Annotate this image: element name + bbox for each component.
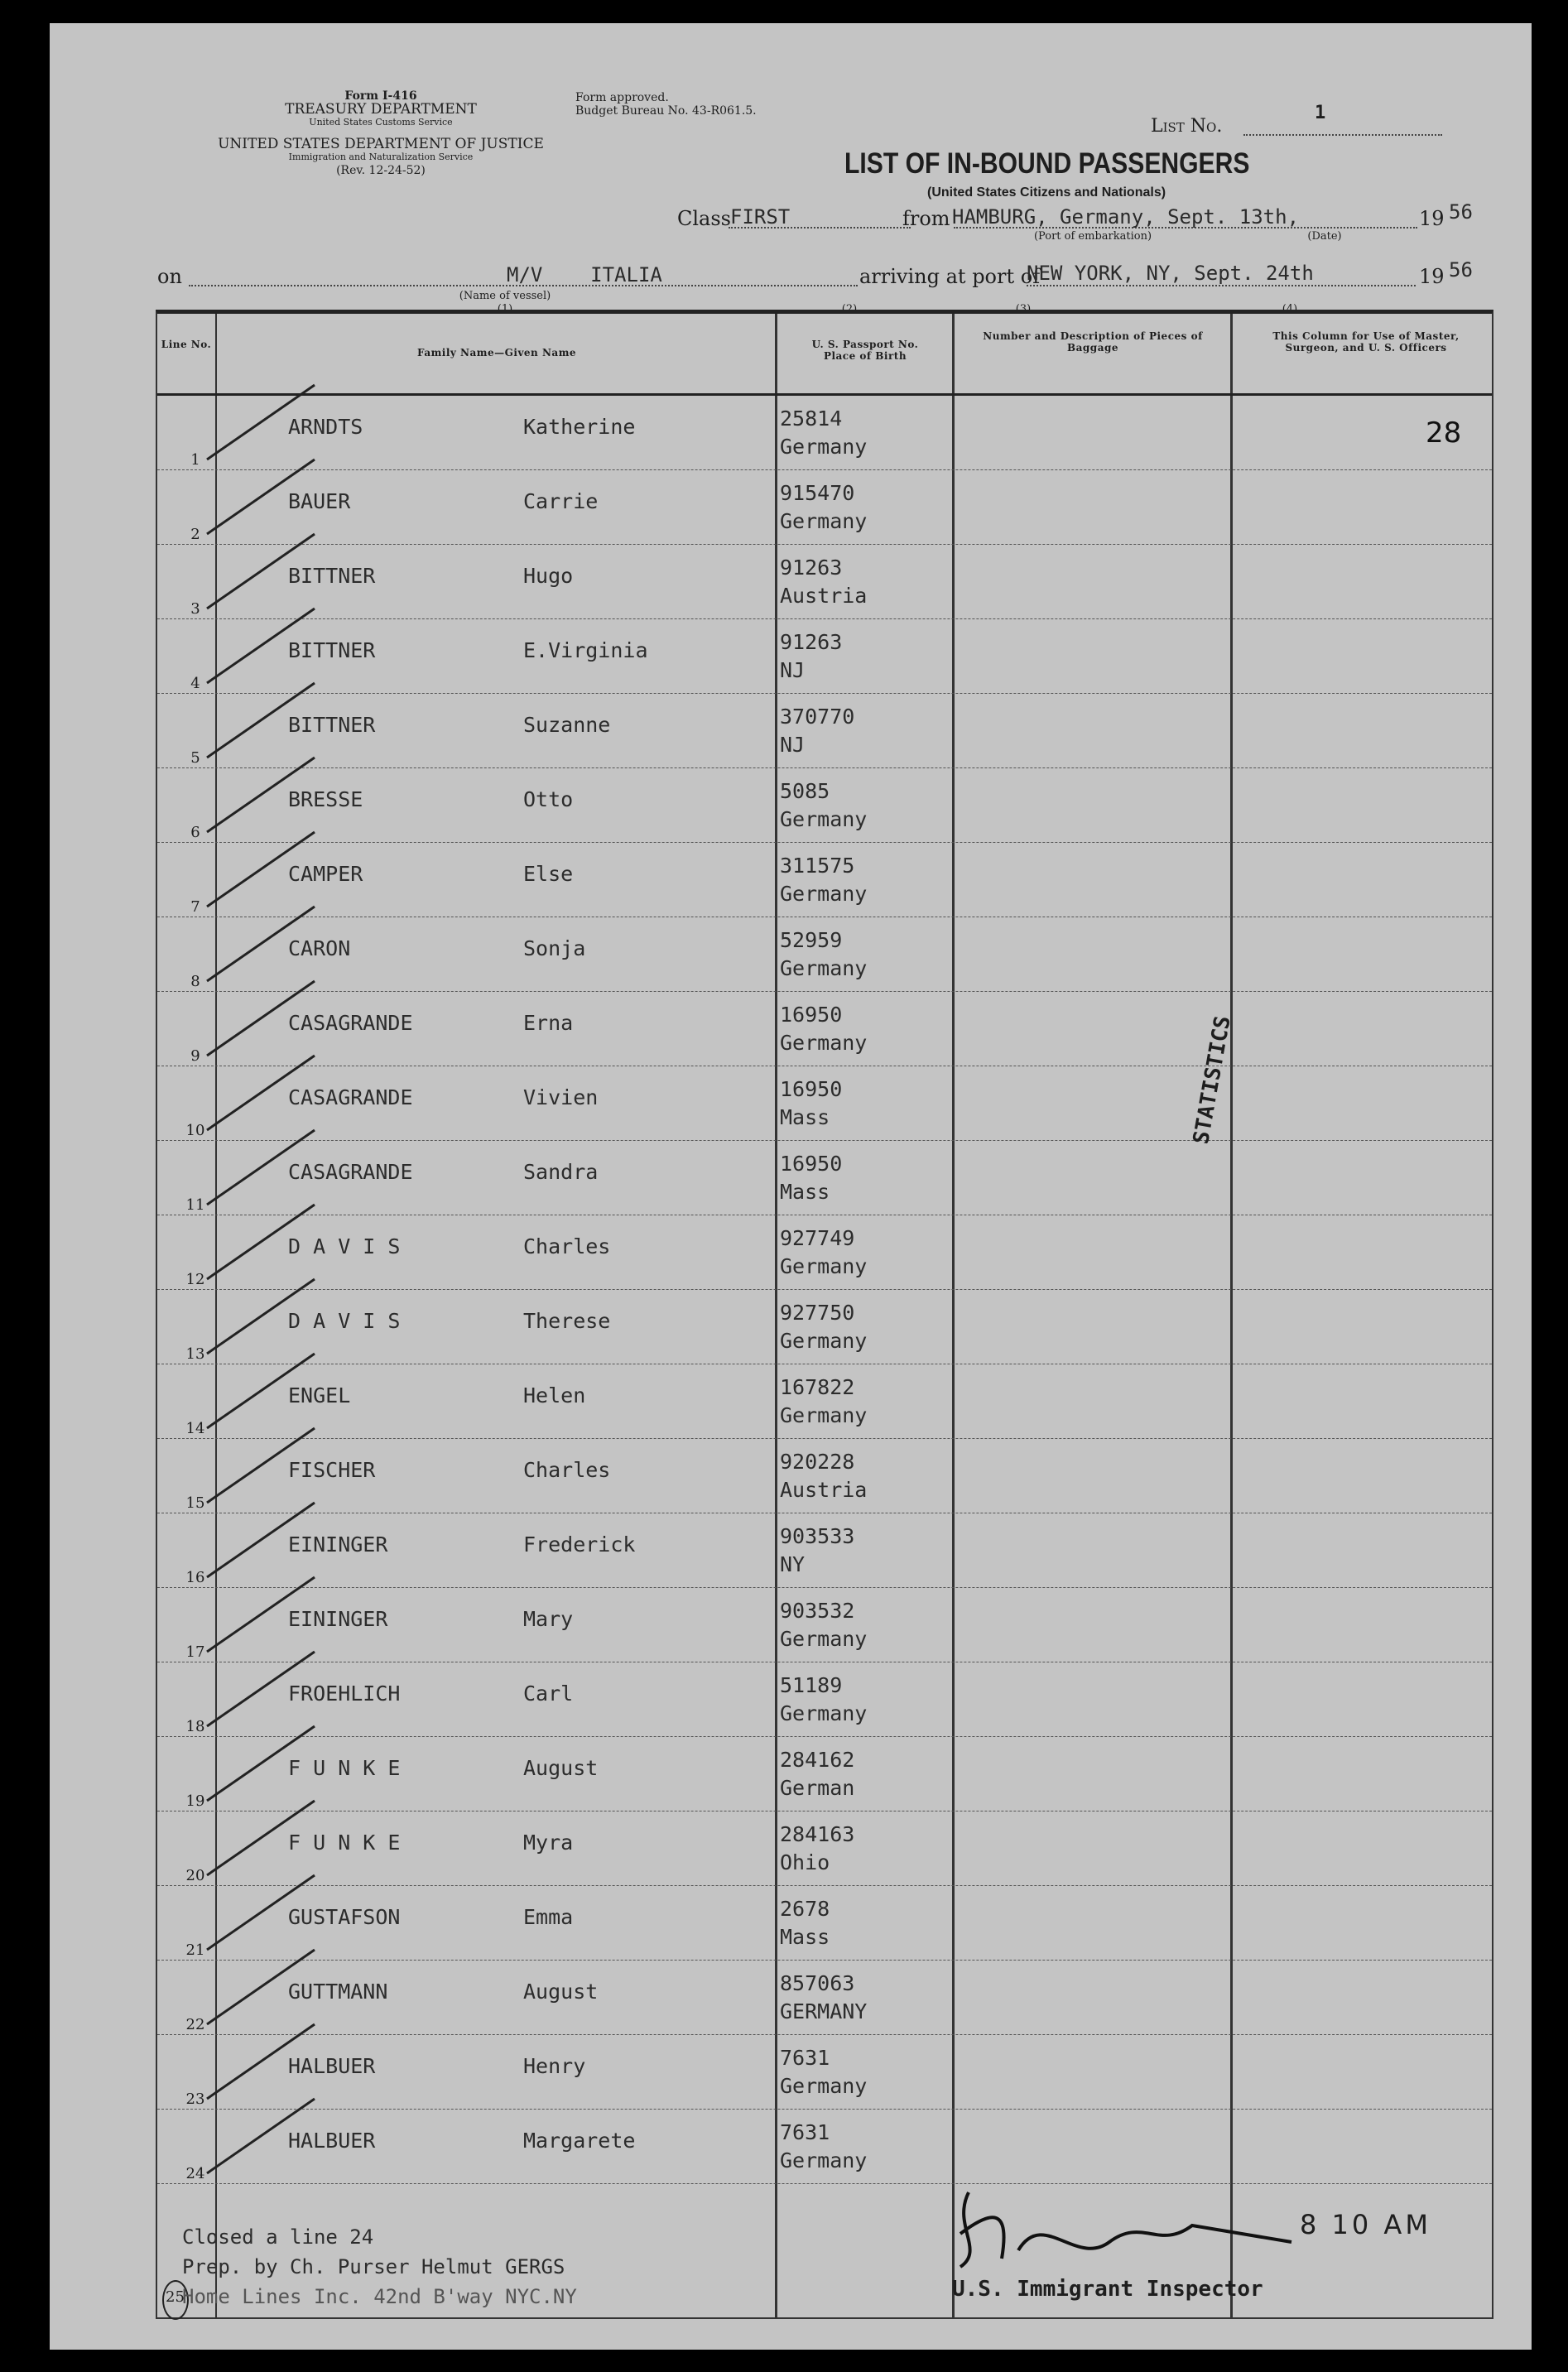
family-name: D A V I S xyxy=(288,1234,401,1258)
line-number: 13 xyxy=(185,1345,205,1363)
line-number: 20 xyxy=(185,1867,205,1884)
place-of-birth: NJ xyxy=(780,658,806,682)
given-name: Henry xyxy=(523,2054,586,2078)
caption-2: (2) xyxy=(841,303,858,315)
given-name: Carrie xyxy=(523,489,599,513)
passenger-table xyxy=(156,310,1493,2319)
approved-label: Form approved. xyxy=(575,91,669,104)
table-row xyxy=(157,618,1492,694)
passport-number: 52959 xyxy=(780,928,843,952)
line-number: 1 xyxy=(190,451,200,469)
table-row xyxy=(157,842,1492,917)
place-of-birth: Mass xyxy=(780,1180,830,1204)
passport-number: 284163 xyxy=(780,1822,855,1846)
given-name: Suzanne xyxy=(523,713,611,737)
list-no-value: 1 xyxy=(1315,103,1326,123)
place-of-birth: Austria xyxy=(780,1478,868,1502)
line-number: 22 xyxy=(185,2016,205,2033)
given-name: Charles xyxy=(523,1458,611,1482)
place-of-birth: Ohio xyxy=(780,1850,830,1874)
place-of-birth: Mass xyxy=(780,1925,830,1949)
passport-cell xyxy=(780,1523,854,1579)
list-number xyxy=(1151,103,1326,137)
table-row xyxy=(157,767,1492,843)
line-number: 21 xyxy=(185,1941,205,1959)
given-name: Myra xyxy=(523,1831,574,1855)
line-number: 15 xyxy=(185,1494,205,1512)
family-name: F U N K E xyxy=(288,1831,401,1855)
table-row xyxy=(157,1289,1492,1364)
table-row xyxy=(157,1513,1492,1588)
line-number: 10 xyxy=(185,1122,205,1139)
given-name: Katherine xyxy=(523,415,636,439)
place-of-birth: NY xyxy=(780,1552,806,1576)
table-row xyxy=(157,1811,1492,1886)
form-header-block xyxy=(166,89,596,177)
passport-number: 5085 xyxy=(780,779,830,803)
passport-number: 920228 xyxy=(780,1450,855,1474)
class-value: FIRST xyxy=(730,205,791,229)
form-number: Form I-416 xyxy=(344,89,417,103)
line-number: 9 xyxy=(190,1047,200,1065)
vessel-name: M/V ITALIA xyxy=(507,263,662,286)
list-no-label: List No. xyxy=(1151,116,1223,137)
passport-cell xyxy=(780,1597,867,1653)
year-2: 56 xyxy=(1449,258,1473,281)
table-row xyxy=(157,1364,1492,1439)
col-head-line-no: Line No. xyxy=(161,339,212,350)
table-row xyxy=(157,991,1492,1066)
place-of-birth: Germany xyxy=(780,2074,868,2098)
passport-number: 311575 xyxy=(780,854,855,878)
list-no-dots xyxy=(1243,134,1442,136)
passport-cell xyxy=(780,1448,867,1504)
table-row xyxy=(157,1438,1492,1513)
given-name: Margarete xyxy=(523,2129,636,2153)
passport-cell xyxy=(780,1821,854,1877)
passport-cell xyxy=(780,1672,867,1728)
place-of-birth: Germany xyxy=(780,1627,868,1651)
arrival-dots xyxy=(1027,285,1416,286)
passport-number: 167822 xyxy=(780,1375,855,1399)
given-name: Otto xyxy=(523,787,574,811)
passport-cell xyxy=(780,1075,842,1132)
passport-cell xyxy=(780,1746,854,1802)
caption-1: (1) xyxy=(497,303,513,315)
passport-number: 915470 xyxy=(780,481,855,505)
family-name: GUTTMANN xyxy=(288,1980,388,2004)
place-of-birth: Austria xyxy=(780,584,868,608)
line-number: 11 xyxy=(185,1196,205,1214)
place-of-birth: Germany xyxy=(780,2148,868,2172)
passport-cell xyxy=(780,1299,867,1355)
place-of-birth: GERMANY xyxy=(780,1999,868,2023)
table-row xyxy=(157,2109,1492,2184)
port-caption: (Port of embarkation) xyxy=(1033,230,1152,243)
caption-4: (4) xyxy=(1282,303,1298,315)
passport-cell xyxy=(780,1001,867,1057)
family-name: HALBUER xyxy=(288,2054,376,2078)
passport-number: 2678 xyxy=(780,1897,830,1921)
passport-number: 857063 xyxy=(780,1971,855,1995)
agent-address: Home Lines Inc. 42nd B'way NYC.NY xyxy=(182,2285,577,2308)
passport-cell xyxy=(780,2119,867,2175)
line-number: 5 xyxy=(190,749,200,767)
family-name: CARON xyxy=(288,936,351,960)
passport-cell xyxy=(780,1895,830,1951)
year-prefix-2: 19 xyxy=(1419,265,1445,288)
statistics-stamp: STATISTICS xyxy=(1189,1013,1236,1147)
line-number: 6 xyxy=(190,824,200,841)
customs-service: United States Customs Service xyxy=(309,117,453,128)
family-name: CASAGRANDE xyxy=(288,1085,413,1109)
place-of-birth: Germany xyxy=(780,807,868,831)
on-label: on xyxy=(157,265,182,288)
family-name: ARNDTS xyxy=(288,415,363,439)
given-name: August xyxy=(523,1980,599,2004)
family-name: D A V I S xyxy=(288,1309,401,1333)
family-name: BRESSE xyxy=(288,787,363,811)
given-name: Else xyxy=(523,862,574,886)
page-subtitle: (United States Citizens and Nationals) xyxy=(927,185,1166,200)
form-approved xyxy=(575,91,757,118)
family-name: BAUER xyxy=(288,489,351,513)
place-of-birth: Mass xyxy=(780,1105,830,1129)
place-of-birth: Germany xyxy=(780,509,868,533)
rev-date: (Rev. 12-24-52) xyxy=(336,164,426,177)
caption-3: (3) xyxy=(1015,303,1032,315)
class-label: Class xyxy=(677,207,731,230)
check-mark-icon xyxy=(190,2091,356,2182)
line-number: 7 xyxy=(190,898,200,916)
vessel-caption: (Name of vessel) xyxy=(459,290,551,302)
passport-number: 903532 xyxy=(780,1599,855,1623)
family-name: ENGEL xyxy=(288,1383,351,1407)
place-of-birth: Germany xyxy=(780,1403,868,1427)
given-name: Sandra xyxy=(523,1160,599,1184)
given-name: Hugo xyxy=(523,564,574,588)
family-name: GUSTAFSON xyxy=(288,1905,401,1929)
closed-note: Closed a line 24 xyxy=(182,2225,374,2249)
passport-number: 7631 xyxy=(780,2046,830,2070)
family-name: HALBUER xyxy=(288,2129,376,2153)
passport-number: 370770 xyxy=(780,705,855,729)
line-number: 16 xyxy=(185,1569,205,1586)
passport-number: 16950 xyxy=(780,1077,843,1101)
place-of-birth: Germany xyxy=(780,1701,868,1725)
treasury-dept: TREASURY DEPARTMENT xyxy=(285,101,477,118)
passport-cell xyxy=(780,777,867,834)
place-of-birth: Germany xyxy=(780,435,868,459)
passport-number: 927750 xyxy=(780,1301,855,1325)
arrival-value: NEW YORK, NY, Sept. 24th xyxy=(1027,262,1314,285)
signature-time-note: 8 10 AM xyxy=(1300,2209,1431,2240)
passport-cell xyxy=(780,1374,867,1430)
from-label: from xyxy=(902,207,950,230)
col-head-baggage: Number and Description of Pieces of Baggage xyxy=(983,330,1203,354)
line-number: 4 xyxy=(190,675,200,692)
given-name: Sonja xyxy=(523,936,586,960)
table-row xyxy=(157,544,1492,619)
table-row xyxy=(157,1885,1492,1961)
family-name: CAMPER xyxy=(288,862,363,886)
passport-number: 16950 xyxy=(780,1003,843,1027)
family-name: BITTNER xyxy=(288,564,376,588)
table-row xyxy=(157,1215,1492,1290)
place-of-birth: NJ xyxy=(780,733,806,757)
family-name: EININGER xyxy=(288,1532,388,1556)
inspector-label: U.S. Immigrant Inspector xyxy=(952,2277,1263,2302)
given-name: Frederick xyxy=(523,1532,636,1556)
line-number: 14 xyxy=(185,1420,205,1437)
table-row xyxy=(157,1066,1492,1141)
passport-number: 903533 xyxy=(780,1524,855,1548)
given-name: Mary xyxy=(523,1607,574,1631)
place-of-birth: Germany xyxy=(780,956,868,980)
family-name: CASAGRANDE xyxy=(288,1011,413,1035)
line-number: 8 xyxy=(190,973,200,990)
table-row xyxy=(157,1960,1492,2035)
place-of-birth: Germany xyxy=(780,882,868,906)
col-head-name: Family Name—Given Name xyxy=(416,347,577,358)
family-name: F U N K E xyxy=(288,1756,401,1780)
line-number: 19 xyxy=(185,1792,205,1810)
table-row xyxy=(157,1662,1492,1737)
place-of-birth: Germany xyxy=(780,1031,868,1055)
place-of-birth: Germany xyxy=(780,1329,868,1353)
family-name: CASAGRANDE xyxy=(288,1160,413,1184)
line-number: 23 xyxy=(185,2091,205,2108)
passport-number: 91263 xyxy=(780,630,843,654)
year-1: 56 xyxy=(1449,200,1473,224)
year-prefix-1: 19 xyxy=(1419,207,1445,230)
passport-cell xyxy=(780,2044,867,2100)
table-row xyxy=(157,2034,1492,2110)
table-row xyxy=(157,693,1492,768)
date-caption: (Date) xyxy=(1307,230,1342,243)
place-of-birth: German xyxy=(780,1776,855,1800)
given-name: Therese xyxy=(523,1309,611,1333)
budget-bureau: Budget Bureau No. 43-R061.5. xyxy=(575,104,757,118)
line-number: 18 xyxy=(185,1718,205,1735)
passport-cell xyxy=(780,479,867,536)
passport-number: 16950 xyxy=(780,1152,843,1176)
passenger-manifest-page xyxy=(50,23,1532,2350)
given-name: Helen xyxy=(523,1383,586,1407)
line-number: 12 xyxy=(185,1271,205,1288)
prepared-by: Prep. by Ch. Purser Helmut GERGS xyxy=(182,2255,565,2278)
officer-note: 28 xyxy=(1426,416,1462,450)
family-name: FISCHER xyxy=(288,1458,376,1482)
line-number: 2 xyxy=(190,526,200,543)
given-name: Carl xyxy=(523,1682,574,1706)
given-name: Charles xyxy=(523,1234,611,1258)
line-number: 3 xyxy=(190,600,200,618)
family-name: BITTNER xyxy=(288,638,376,662)
table-row xyxy=(157,1736,1492,1811)
passport-cell xyxy=(780,703,854,759)
family-name: EININGER xyxy=(288,1607,388,1631)
table-row xyxy=(157,469,1492,545)
passport-cell xyxy=(780,852,867,908)
given-name: Vivien xyxy=(523,1085,599,1109)
col-head-passport: U. S. Passport No. Place of Birth xyxy=(811,339,919,362)
ins-service: Immigration and Naturalization Service xyxy=(288,152,474,162)
family-name: FROEHLICH xyxy=(288,1682,401,1706)
family-name: BITTNER xyxy=(288,713,376,737)
given-name: Erna xyxy=(523,1011,574,1035)
passport-cell xyxy=(780,1150,842,1206)
passport-cell xyxy=(780,926,867,983)
passport-number: 25814 xyxy=(780,407,843,431)
place-of-birth: Germany xyxy=(780,1254,868,1278)
passport-number: 51189 xyxy=(780,1673,843,1697)
table-row xyxy=(157,917,1492,992)
table-row xyxy=(157,1587,1492,1662)
passport-number: 927749 xyxy=(780,1226,855,1250)
from-value: HAMBURG, Germany, Sept. 13th, xyxy=(952,205,1300,229)
passport-cell xyxy=(780,1970,867,2026)
passport-number: 284162 xyxy=(780,1748,855,1772)
passport-number: 91263 xyxy=(780,556,843,580)
page-title: LIST OF IN-BOUND PASSENGERS xyxy=(844,147,1250,180)
line-number: 17 xyxy=(185,1643,205,1661)
arriving-label: arriving at port of xyxy=(859,265,1041,288)
col-head-officers: This Column for Use of Master, Surgeon, and U. S. Officers xyxy=(1272,330,1460,354)
passport-cell xyxy=(780,554,867,610)
passport-cell xyxy=(780,405,867,461)
given-name: August xyxy=(523,1756,599,1780)
passport-cell xyxy=(780,628,842,685)
table-row xyxy=(157,1140,1492,1215)
given-name: Emma xyxy=(523,1905,574,1929)
given-name: E.Virginia xyxy=(523,638,648,662)
passport-number: 7631 xyxy=(780,2120,830,2144)
line-number: 24 xyxy=(185,2165,205,2182)
justice-dept: UNITED STATES DEPARTMENT OF JUSTICE xyxy=(218,136,544,152)
line-25-number: 25 xyxy=(166,2288,185,2306)
table-row xyxy=(157,395,1492,470)
passport-cell xyxy=(780,1224,867,1281)
